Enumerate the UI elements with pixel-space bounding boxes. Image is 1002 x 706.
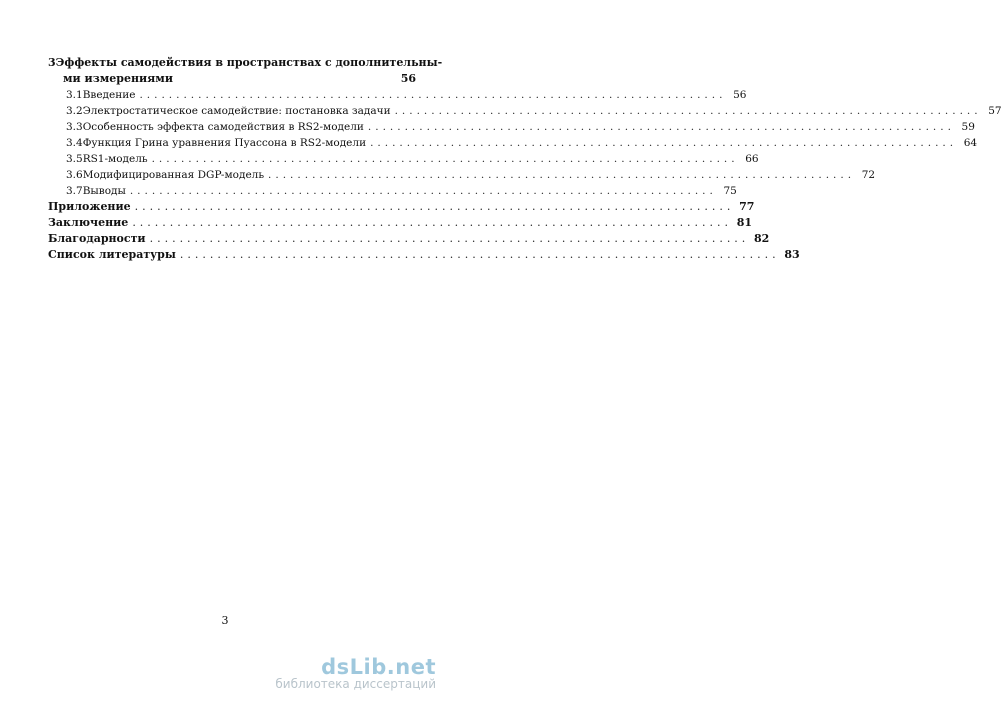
toc-section-3-7[interactable] bbox=[48, 183, 737, 199]
toc-acknowledgements[interactable] bbox=[48, 231, 770, 247]
dot-leader: ................................................................................ bbox=[367, 121, 955, 133]
toc-section-3-4[interactable] bbox=[48, 135, 978, 151]
toc-references[interactable] bbox=[48, 247, 800, 263]
section-title: Выводы bbox=[82, 185, 126, 197]
section-title: RS1-модель bbox=[82, 153, 148, 165]
section-number: 3.5 bbox=[66, 153, 83, 165]
section-page: 56 bbox=[733, 89, 747, 101]
chapter-title-line1: Эффекты самодействия в пространствах с дополнительны- bbox=[55, 56, 443, 69]
dot-leader: ................................................................................ bbox=[134, 200, 735, 213]
entry-page: 77 bbox=[739, 200, 755, 213]
table-of-contents bbox=[48, 55, 1002, 263]
dot-leader: ................................................................................ bbox=[268, 169, 856, 181]
toc-chapter-3[interactable] bbox=[48, 55, 443, 71]
section-title: Функция Грина уравнения Пуассона в RS2-модели bbox=[82, 137, 367, 149]
toc-section-3-5[interactable] bbox=[48, 151, 759, 167]
dot-leader: ................................................................................ bbox=[132, 216, 733, 229]
section-title: Модифицированная DGP-модель bbox=[82, 169, 265, 181]
section-number: 3.4 bbox=[66, 137, 83, 149]
chapter-number: 3 bbox=[48, 56, 56, 69]
dot-leader: ................................................................................ bbox=[151, 153, 739, 165]
section-number: 3.6 bbox=[66, 169, 83, 181]
dot-leader: ................................................................................ bbox=[179, 248, 780, 261]
section-title: Введение bbox=[82, 89, 136, 101]
entry-page: 82 bbox=[754, 232, 770, 245]
section-title: Электростатическое самодействие: постановка задачи bbox=[82, 105, 391, 117]
dot-leader: ................................................................................ bbox=[370, 137, 958, 149]
section-page: 72 bbox=[861, 169, 876, 181]
watermark-subtitle: библиотека диссертаций bbox=[275, 677, 436, 691]
toc-section-3-2[interactable] bbox=[48, 103, 1002, 119]
entry-title: Приложение bbox=[48, 200, 131, 213]
toc-chapter-3-cont[interactable] bbox=[48, 71, 416, 87]
section-title: Особенность эффекта самодействия в RS2-модели bbox=[82, 121, 364, 133]
entry-page: 83 bbox=[784, 248, 800, 261]
chapter-title-line2: ми измерениями bbox=[63, 72, 174, 85]
toc-back-matter bbox=[48, 199, 800, 263]
toc-appendix[interactable] bbox=[48, 199, 755, 215]
dot-leader: ................................................................................ bbox=[149, 232, 750, 245]
entry-title: Заключение bbox=[48, 216, 129, 229]
section-page: 66 bbox=[745, 153, 759, 165]
watermark-logo: dsLib.net bbox=[321, 655, 436, 679]
chapter-page: 56 bbox=[400, 72, 416, 85]
entry-title: Список литературы bbox=[48, 248, 176, 261]
page-number: 3 bbox=[221, 614, 229, 627]
section-number: 3.7 bbox=[66, 185, 83, 197]
toc-conclusion[interactable] bbox=[48, 215, 753, 231]
section-page: 64 bbox=[963, 137, 978, 149]
section-number: 3.3 bbox=[66, 121, 83, 133]
toc-section-3-1[interactable] bbox=[48, 87, 747, 103]
toc-section-3-6[interactable] bbox=[48, 167, 876, 183]
toc-section-3-3[interactable] bbox=[48, 119, 975, 135]
toc-sections bbox=[48, 87, 1002, 199]
dot-leader: ................................................................................ bbox=[129, 185, 717, 197]
section-page: 57 bbox=[988, 105, 1002, 117]
dot-leader: ................................................................................ bbox=[394, 105, 982, 117]
section-page: 59 bbox=[961, 121, 975, 133]
watermark[interactable] bbox=[275, 655, 436, 691]
section-page: 75 bbox=[723, 185, 737, 197]
dot-leader: ................................................................................ bbox=[139, 89, 727, 101]
entry-page: 81 bbox=[736, 216, 753, 229]
entry-title: Благодарности bbox=[48, 232, 146, 245]
section-number: 3.1 bbox=[66, 89, 83, 101]
section-number: 3.2 bbox=[66, 105, 83, 117]
